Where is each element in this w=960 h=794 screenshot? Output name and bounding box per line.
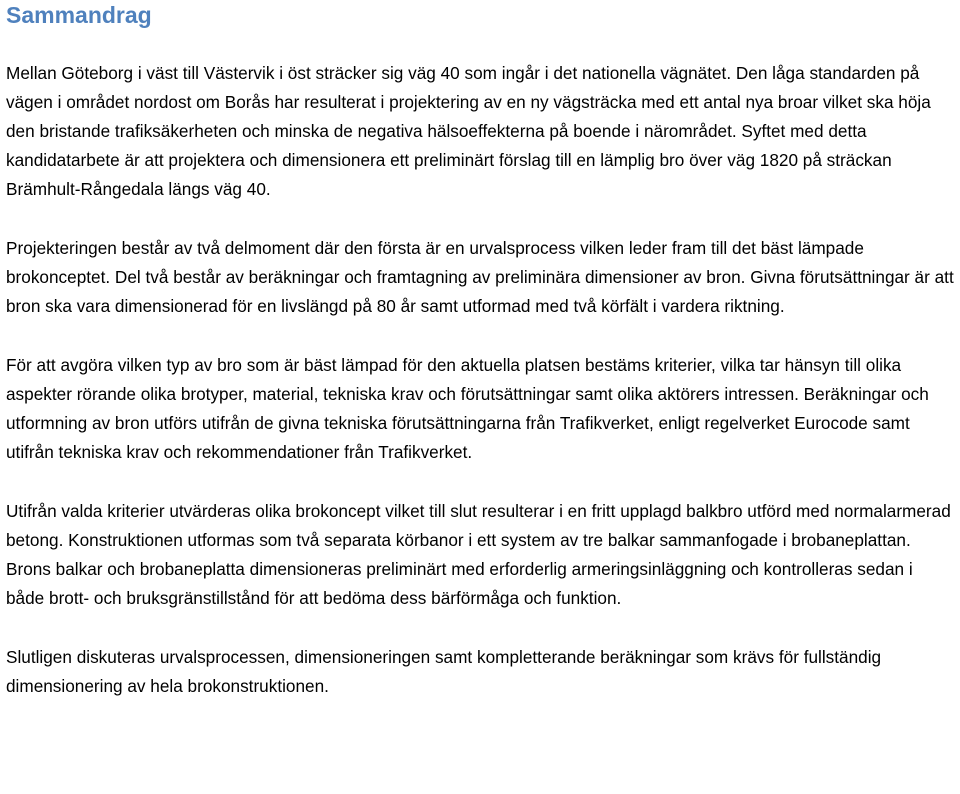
document-body	[6, 59, 954, 701]
page-title: Sammandrag	[6, 2, 152, 28]
paragraph-5: Slutligen diskuteras urvalsprocessen, dimensioneringen samt kompletterande beräkningar som krävs för fullständig dimensionering av hela brokonstruktionen.	[6, 647, 882, 696]
paragraph-3: För att avgöra vilken typ av bro som är bäst lämpad för den aktuella platsen bestäms kriterier, vilka tar hänsyn till olika aspekter rörande olika brotyper, material, tekniska krav och förutsättningar samt olika aktörers intressen. Beräkningar och utformning av bron utförs utifrån de givna tekniska förutsättningarna från Trafikverket, enligt regelverket Eurocode samt utifrån tekniska krav och rekommendationer från Trafikverket.	[6, 355, 929, 462]
paragraph-4: Utifrån valda kriterier utvärderas olika brokoncept vilket till slut resulterar i en fritt upplagd balkbro utförd med normalarmerad betong. Konstruktionen utformas som två separata körbanor i ett system av tre balkar sammanfogade i brobaneplattan. Brons balkar och brobaneplatta dimensioneras preliminärt med erforderlig armeringsinläggning och kontrolleras sedan i både brott- och bruksgränstillstånd för att bedöma dess bärförmåga och funktion.	[6, 501, 951, 608]
paragraph-2: Projekteringen består av två delmoment där den första är en urvalsprocess vilken leder fram till det bäst lämpade brokonceptet. Del två består av beräkningar och framtagning av preliminära dimensioner av bron. Givna förutsättningar är att bron ska vara dimensionerad för en livslängd på 80 år samt utformad med två körfält i vardera riktning.	[6, 238, 954, 316]
paragraph-1: Mellan Göteborg i väst till Västervik i öst sträcker sig väg 40 som ingår i det nationella vägnätet. Den låga standarden på vägen i området nordost om Borås har resulterat i projektering av en ny vägsträcka med ett antal nya broar vilket ska höja den bristande trafiksäkerheten och minska de negativa hälsoeffekterna på boende i närområdet. Syftet med detta kandidatarbete är att projektera och dimensionera ett preliminärt förslag till en lämplig bro över väg 1820 på sträckan Brämhult-Rångedala längs väg 40.	[6, 63, 931, 199]
